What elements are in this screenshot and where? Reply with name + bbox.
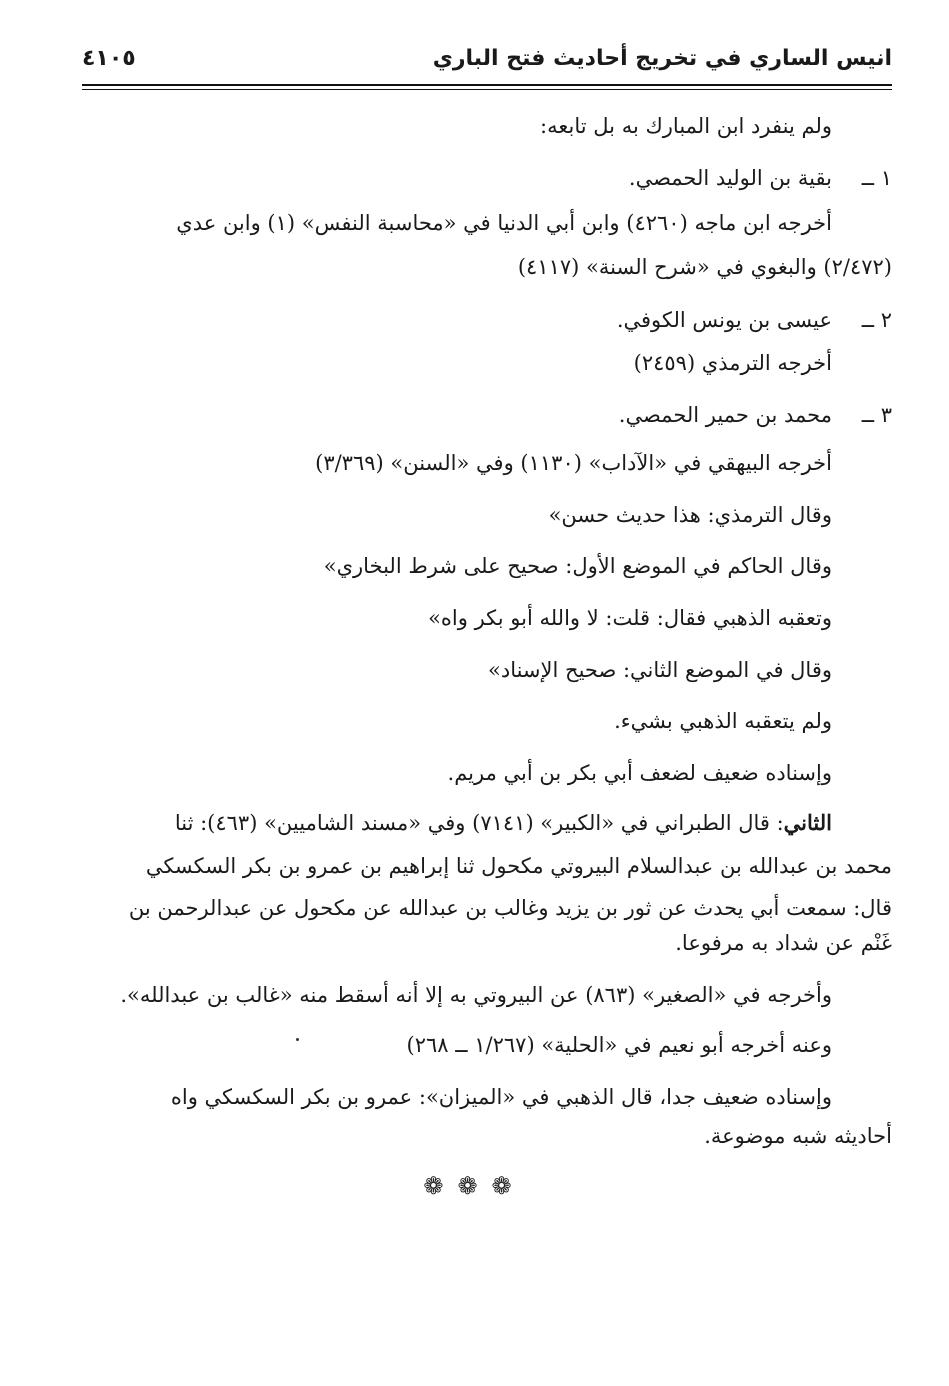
flower-ornament-icon: ❁❁❁ (423, 1172, 526, 1200)
text-line: أخرجه ابن ماجه (٤٢٦٠) وابن أبي الدنيا في «محاسبة النفس» (١) وابن عدي (176, 211, 832, 235)
section-lead: الثاني (783, 810, 832, 835)
narrator-name: محمد بن حمير الحمصي. (618, 403, 832, 427)
section-lead-rest: : قال الطبراني في «الكبير» (٧١٤١) وفي «مسند الشاميين» (٤٦٣): ثنا (174, 811, 784, 835)
narrator-name: بقية بن الوليد الحمصي. (628, 166, 832, 190)
text-line: وأخرجه في «الصغير» (٨٦٣) عن البيروتي به إلا أنه أسقط منه «غالب بن عبدالله». (120, 983, 832, 1007)
list-number: ٢ ــ (861, 308, 892, 332)
text-line: قال: سمعت أبي يحدث عن ثور بن يزيد وغالب بن عبدالله عن مكحول عن عبدالرحمن بن (128, 896, 892, 920)
text-line: وإسناده ضعيف جدا، قال الذهبي في «الميزان»: عمرو بن بكر السكسكي واه (170, 1085, 832, 1109)
text-line (84, 808, 832, 838)
text-line: وقال الحاكم في الموضع الأول: صحيح على شرط البخاري» (323, 554, 832, 578)
text-line: ولم يتعقبه الذهبي بشيء. (614, 709, 832, 733)
narrator-name: عيسى بن يونس الكوفي. (616, 308, 832, 332)
text-line: وعنه أخرجه أبو نعيم في «الحلية» (١/٢٦٧ ــ ٢٦٨) (406, 1033, 832, 1057)
text-line: وتعقبه الذهبي فقال: قلت: لا والله أبو بكر واه» (428, 606, 832, 630)
text-line: وقال الترمذي: هذا حديث حسن» (548, 503, 832, 527)
text-line: أحاديثه شبه موضوعة. (704, 1124, 892, 1148)
text-line: (٢/٤٧٢) والبغوي في «شرح السنة» (٤١١٧) (517, 255, 892, 279)
list-number: ١ ــ (861, 166, 892, 190)
text-line: غَنْم عن شداد به مرفوعا. (675, 931, 892, 955)
text-line: وقال في الموضع الثاني: صحيح الإسناد» (488, 658, 832, 682)
list-number: ٣ ــ (861, 403, 892, 427)
text-line: ولم ينفرد ابن المبارك به بل تابعه: (540, 114, 832, 138)
speck (296, 1038, 299, 1041)
text-line: أخرجه البيهقي في «الآداب» (١١٣٠) وفي «السنن» (٣/٣٦٩) (315, 451, 832, 475)
page-number: ٤١٠٥ (82, 46, 136, 71)
text-line: محمد بن عبدالله بن عبدالسلام البيروتي مكحول ثنا إبراهيم بن عمرو بن بكر السكسكي (145, 854, 892, 878)
text-line: أخرجه الترمذي (٢٤٥٩) (633, 351, 832, 375)
text-line: وإسناده ضعيف لضعف أبي بكر بن أبي مريم. (447, 761, 832, 785)
running-title: انيس الساري في تخريج أحاديث فتح الباري (432, 46, 892, 71)
